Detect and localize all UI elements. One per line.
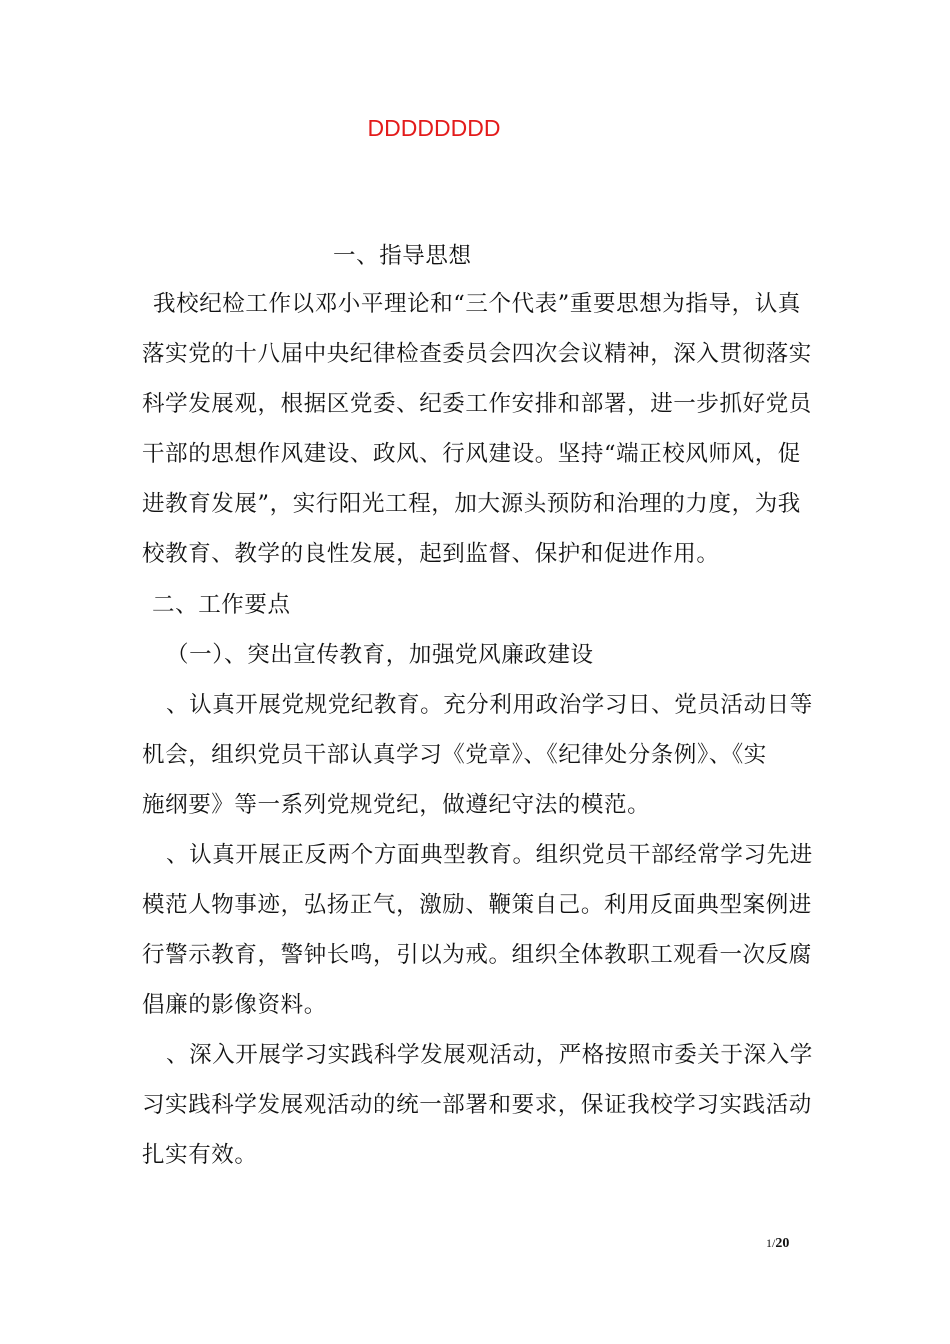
section-heading-guiding-thought: 一、指导思想 (333, 243, 472, 269)
list-item-line: 行警示教育，警钟长鸣，引以为戒。组织全体教职工观看一次反腐 (142, 942, 812, 968)
section-heading-work-points: 二、工作要点 (152, 592, 291, 618)
list-item-line: 倡廉的影像资料。 (142, 992, 327, 1018)
page-number (766, 1236, 789, 1252)
list-item-line: 、深入开展学习实践科学发展观活动，严格按照市委关于深入学 (166, 1042, 813, 1068)
list-item-line: 机会，组织党员干部认真学习《党章》、《纪律处分条例》、《实 (142, 742, 767, 768)
list-item-line: 习实践科学发展观活动的统一部署和要求，保证我校学习实践活动 (142, 1092, 812, 1118)
paragraph-line: 落实党的十八届中央纪律检查委员会四次会议精神，深入贯彻落实 (142, 341, 812, 367)
paragraph-line: 科学发展观，根据区党委、纪委工作安排和部署，进一步抓好党员 (142, 391, 812, 417)
paragraph-line: 我校纪检工作以邓小平理论和“三个代表”重要思想为指导，认真 (153, 291, 801, 317)
list-item-line: 扎实有效。 (142, 1142, 258, 1168)
page-number-current: 1/ (766, 1236, 776, 1250)
document-title: DDDDDDDD (367, 115, 501, 141)
page-number-total: 20 (775, 1236, 790, 1251)
list-item-line: 、认真开展正反两个方面典型教育。组织党员干部经常学习先进 (166, 842, 813, 868)
paragraph-line: 干部的思想作风建设、政风、行风建设。坚持“端正校风师风，促 (142, 441, 801, 467)
subsection-heading: （一）、突出宣传教育，加强党风廉政建设 (166, 642, 594, 668)
list-item-line: 、认真开展党规党纪教育。充分利用政治学习日、党员活动日等 (166, 692, 813, 718)
list-item-line: 模范人物事迹，弘扬正气，激励、鞭策自己。利用反面典型案例进 (142, 892, 812, 918)
paragraph-line: 校教育、教学的良性发展，起到监督、保护和促进作用。 (142, 541, 720, 567)
list-item-line: 施纲要》等一系列党规党纪，做遵纪守法的模范。 (142, 792, 651, 818)
paragraph-line: 进教育发展”，实行阳光工程，加大源头预防和治理的力度，为我 (142, 491, 801, 517)
